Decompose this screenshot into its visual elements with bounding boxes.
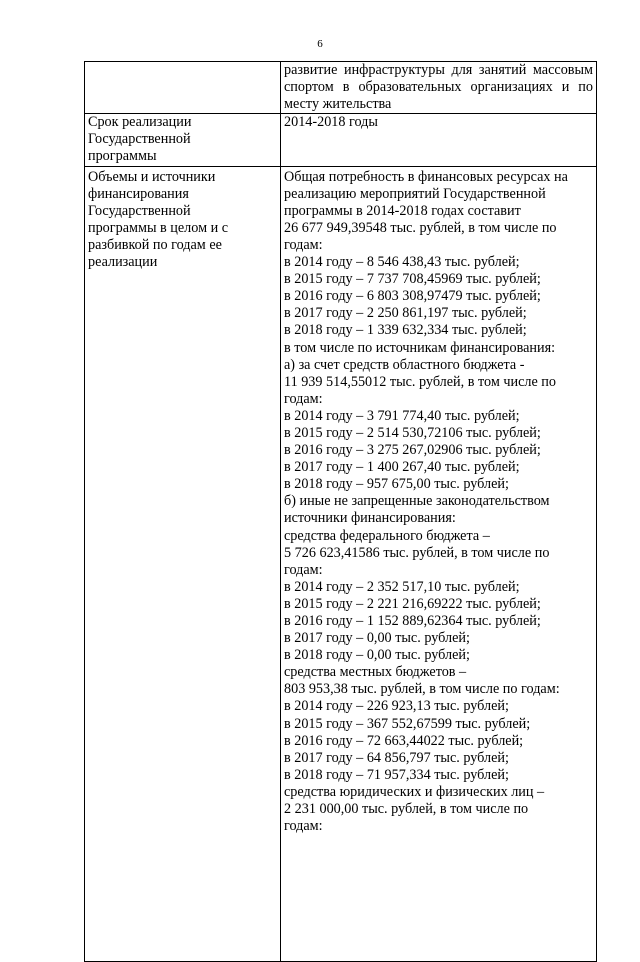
funding-line: в 2014 году – 2 352 517,10 тыс. рублей; [284,578,520,595]
funding-line: 11 939 514,55012 тыс. рублей, в том числе по [284,373,556,390]
funding-label-line: Объемы и источники [88,168,216,185]
period-value: 2014-2018 годы [284,114,378,131]
funding-line: б) иные не запрещенные законодательством [284,493,550,510]
funding-line: 2 231 000,00 тыс. рублей, в том числе по [284,801,529,818]
funding-line: в 2014 году – 3 791 774,40 тыс. рублей; [284,407,520,424]
table-row [85,62,597,114]
funding-line: в 2016 году – 3 275 267,02906 тыс. рублей; [284,442,541,459]
funding-line: в 2017 году – 2 250 861,197 тыс. рублей; [284,305,527,322]
funding-line: в 2018 году – 0,00 тыс. рублей; [284,647,470,664]
funding-line: годам: [284,236,323,253]
funding-line: годам: [284,561,323,578]
table-row [85,166,597,961]
funding-value-cell [281,166,597,961]
period-label-line: программы [88,148,157,165]
funding-line: в 2018 году – 1 339 632,334 тыс. рублей; [284,322,527,339]
funding-line: средства юридических и физических лиц – [284,783,545,800]
funding-line: 5 726 623,41586 тыс. рублей, в том числе по [284,544,550,561]
funding-line: 803 953,38 тыс. рублей, в том числе по годам: [284,681,560,698]
funding-line: в 2015 году – 7 737 708,45969 тыс. рублей; [284,271,541,288]
funding-line: источники финансирования: [284,510,456,527]
period-label-line: Государственной [88,131,191,148]
funding-line: годам: [284,818,323,835]
funding-line: в 2016 году – 1 152 889,62364 тыс. рублей; [284,613,541,629]
page-number: 6 [317,38,323,50]
funding-line: в 2016 году – 72 663,44022 тыс. рублей; [284,732,524,749]
funding-line: в 2014 году – 8 546 438,43 тыс. рублей; [284,254,520,271]
row1-text-cell: развитие инфраструктуры для занятий массовым спортом в образовательных организациях и по месту жительства [281,62,597,114]
funding-line: в 2016 году – 6 803 308,97479 тыс. рублей; [284,288,541,305]
table-row [85,114,597,166]
funding-line: 26 677 949,39548 тыс. рублей, в том числе по [284,219,557,236]
funding-label-cell [85,166,281,961]
funding-label-line: разбивкой по годам ее [88,236,222,253]
funding-line: средства местных бюджетов – [284,664,467,681]
funding-line: в том числе по источникам финансирования: [284,339,556,356]
funding-line: в 2018 году – 71 957,334 тыс. рублей; [284,766,509,783]
period-label-line: Срок реализации [88,114,192,131]
funding-line: в 2017 году – 64 856,797 тыс. рублей; [284,749,509,766]
funding-line: в 2015 году – 2 221 216,69222 тыс. рублей; [284,595,541,612]
funding-label-line: реализации [88,254,158,271]
funding-label-line: программы в целом и с [88,219,229,236]
funding-line: средства федерального бюджета – [284,527,490,544]
funding-line: в 2014 году – 226 923,13 тыс. рублей; [284,698,509,715]
row1-label-cell [85,62,281,114]
funding-line: годам: [284,390,323,407]
funding-line: а) за счет средств областного бюджета - [284,356,525,373]
funding-line: программы в 2014-2018 годах составит [284,202,521,219]
funding-line: реализацию мероприятий Государственной [284,185,546,202]
period-label-cell [85,114,281,166]
funding-line: в 2017 году – 1 400 267,40 тыс. рублей; [284,459,520,476]
funding-label-line: Государственной [88,202,191,219]
period-value-cell [281,114,597,166]
funding-line: в 2018 году – 957 675,00 тыс. рублей; [284,476,509,493]
funding-line: в 2015 году – 367 552,67599 тыс. рублей; [284,715,531,732]
funding-line: Общая потребность в финансовых ресурсах на [284,168,568,185]
program-passport-table [84,61,597,962]
funding-line: в 2017 году – 0,00 тыс. рублей; [284,630,470,647]
funding-line: в 2015 году – 2 514 530,72106 тыс. рублей; [284,424,541,441]
funding-label-line: финансирования [88,185,189,202]
